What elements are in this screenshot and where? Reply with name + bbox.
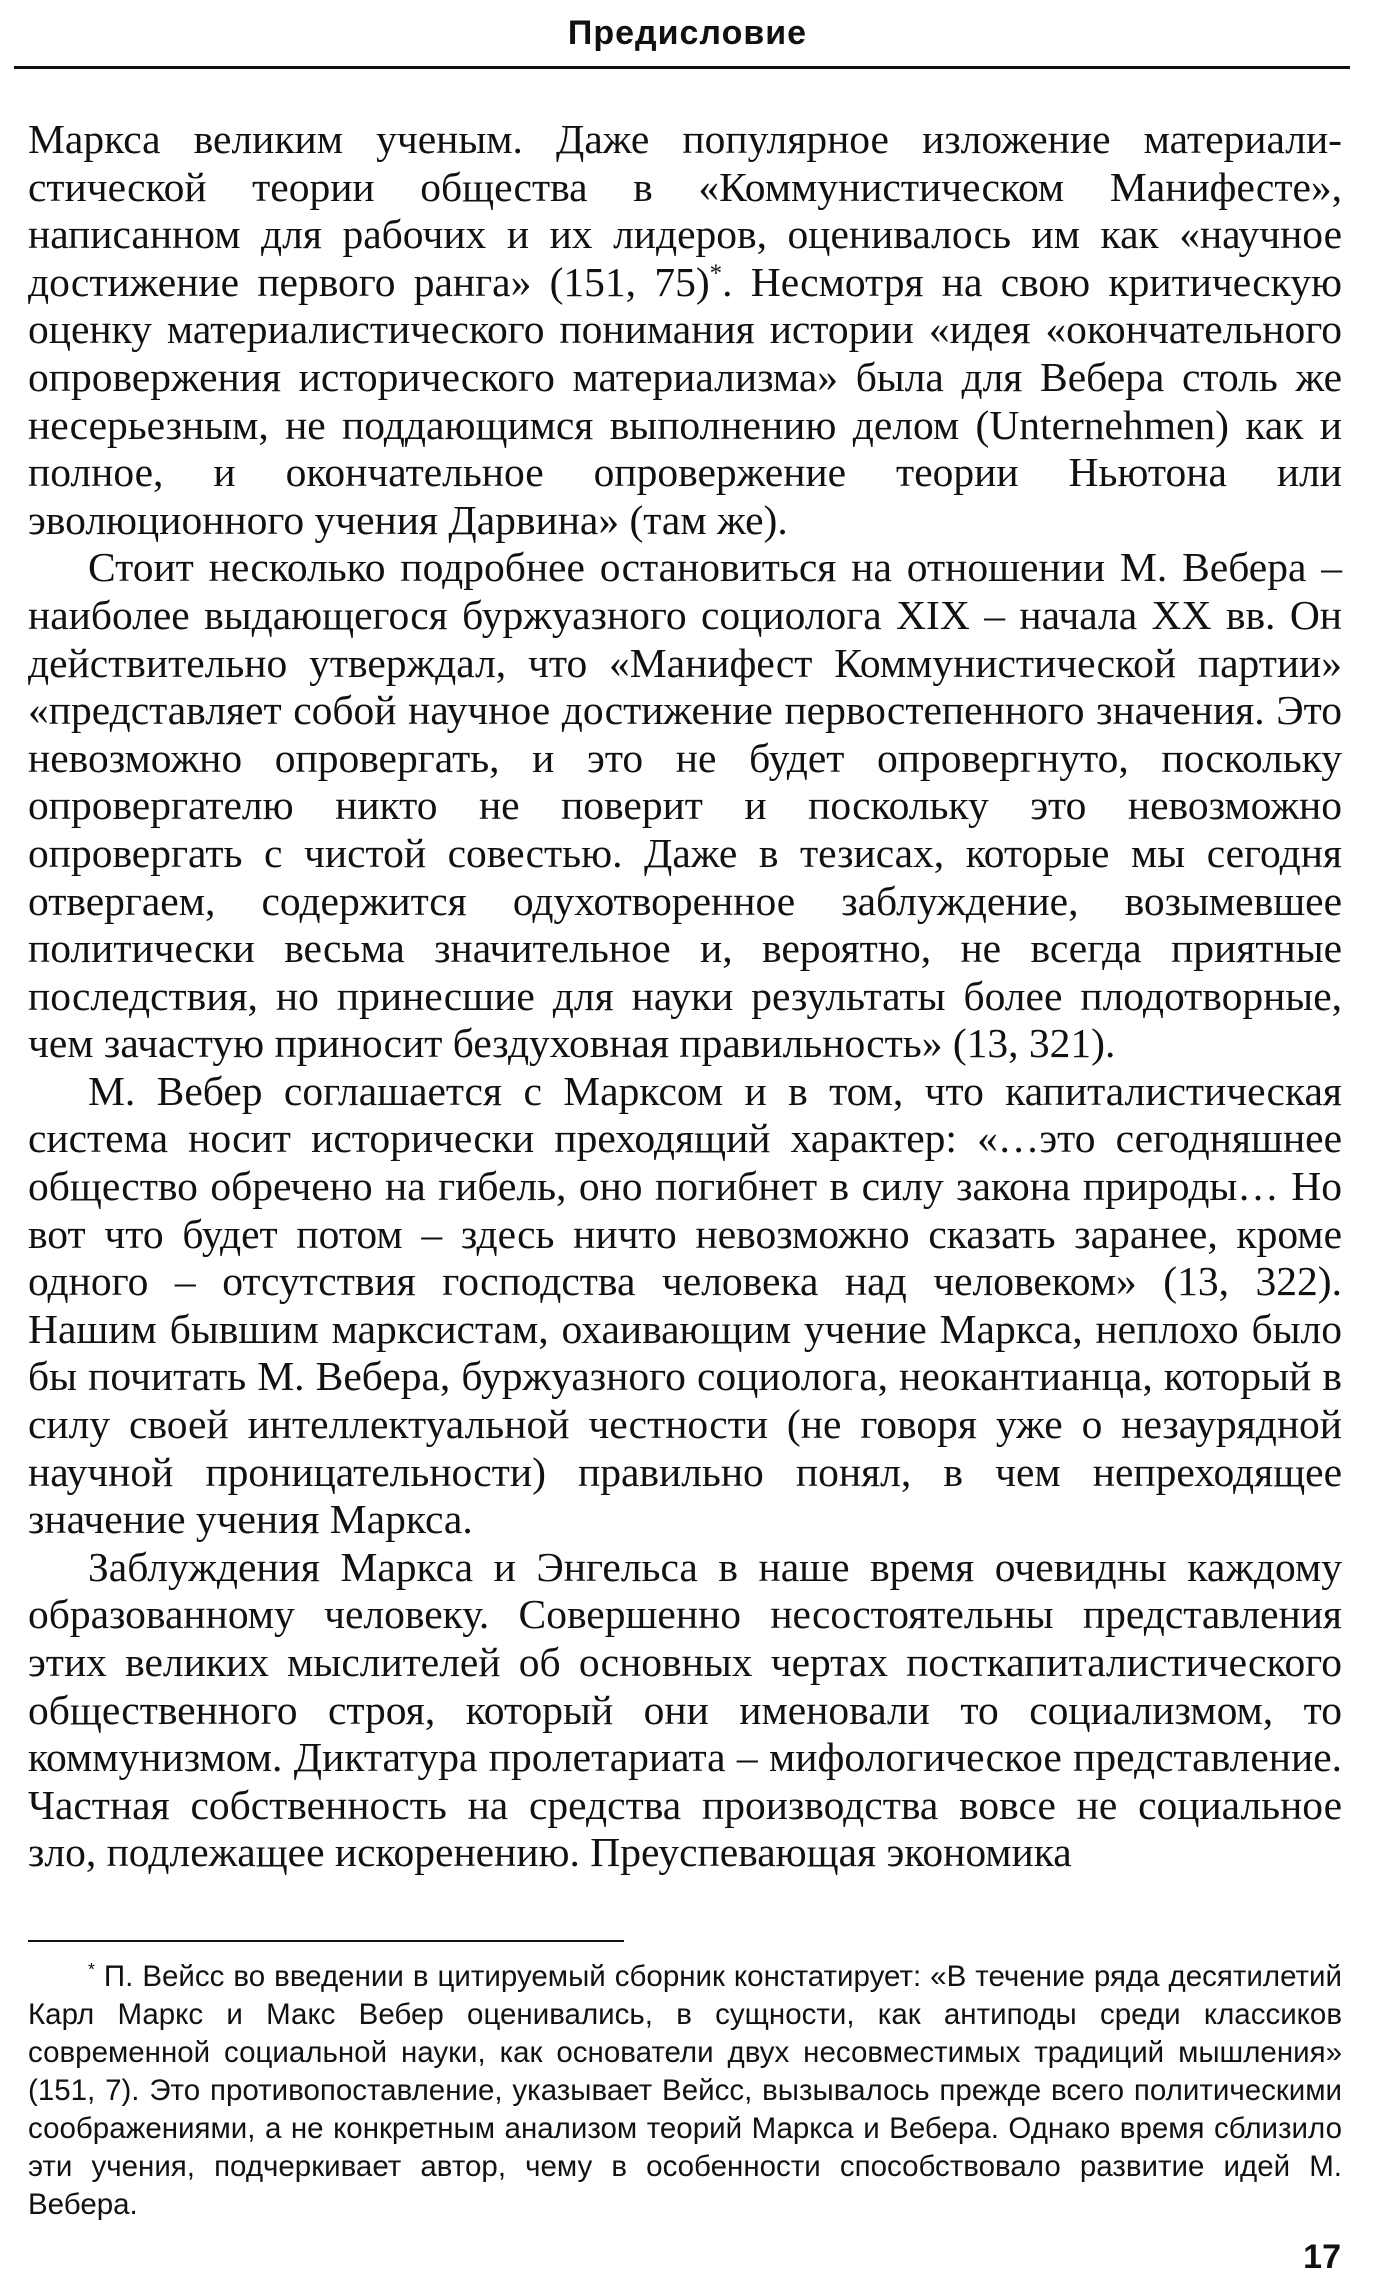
footnote-rule <box>28 1940 624 1942</box>
footnote-mark: * <box>88 1959 95 1980</box>
main-text <box>28 116 1342 1877</box>
page-number: 17 <box>1303 2238 1341 2276</box>
paragraph-1-text-a: Маркса великим ученым. Даже популярное изложение материалистической теории общества в «Коммунистическом Манифесте», написанном для рабочих и их лидеров, оценивалось им как «научное достижение первого ранга» (151, 75) <box>28 116 1342 305</box>
paragraph-3: М. Вебер соглашается с Марксом и в том, что капиталистическая система носит исторически преходящий характер: «…это сегодняшнее общество обречено на гибель, оно погибнет в силу закона природы… Но вот что будет потом – здесь ничто невозможно сказать заранее, кроме одного – отсутствия господства человека над человеком» (13, 322). Нашим бывшим марксистам, охаивающим учение Маркса, неплохо было бы почитать М. Вебера, буржуазного социолога, неокантианца, который в силу своей интеллектуальной честности (не говоря уже о незаурядной научной проницательности) правильно понял, в чем непреходящее значение учения Маркса. <box>28 1067 1342 1543</box>
paragraph-4: Заблуждения Маркса и Энгельса в наше время очевидны каждому образованному человеку. Совершенно несостоятельны представления этих великих мыслителей об основных чертах посткапиталистического общественного строя, который они именовали то социализмом, то коммунизмом. Диктатура пролетариата – мифологическое представление. Частная собственность на средства производства вовсе не социальное зло, подлежащее искоренению. Преуспевающая экономика <box>28 1543 1342 1876</box>
paragraph-1-text-b: . Несмотря на свою критическую оценку материалистического понимания истории «идея «окончательного опровержения исторического материализма» была для Вебера столь же несерьезным, не поддающимся выполнению делом (Unternehmen) как и полное, и окончательное опровержение теории Ньютона или эволюционного учения Дарвина» (там же). <box>28 258 1342 543</box>
header-rule <box>14 66 1350 69</box>
footnote-reference-mark: * <box>709 259 723 287</box>
footnote <box>28 1958 1342 2224</box>
footnote-text: П. Вейсс во введении в цитируемый сборник констатирует: «В течение ряда десятилетий Карл Маркс и Макс Вебер оценивались, в сущности, как антиподы среди классиков современной социальной науки, как основатели двух несовместимых традиций мышления» (151, 7). Это противопоставление, указывает Вейсс, вызывалось прежде всего политическими соображениями, а не конкретным анализом теорий Маркса и Вебера. Однако время сблизило эти учения, подчеркивает автор, чему в особенности способствовало развитие идей М. Вебера. <box>28 1960 1342 2221</box>
paragraph-2: Стоит несколько подробнее остановиться на отношении М. Вебера – наиболее выдающегося буржуазного социолога XIX – начала XX вв. Он действительно утверждал, что «Манифест Коммунистической партии» «представляет собой научное достижение первостепенного значения. Это невозможно опровергать, и это не будет опровергнуто, поскольку опровергателю никто не поверит и поскольку это невозможно опровергать с чистой совестью. Даже в тезисах, которые мы сегодня отвергаем, содержится одухотворенное заблуждение, возымевшее политически весьма значительное и, вероятно, не всегда приятные последствия, но принесшие для науки результаты более плодотворные, чем зачастую приносит бездуховная правильность» (13, 321). <box>28 544 1342 1067</box>
footnote-paragraph <box>28 1958 1342 2224</box>
running-head: Предисловие <box>567 14 808 52</box>
paragraph-1 <box>28 116 1342 544</box>
